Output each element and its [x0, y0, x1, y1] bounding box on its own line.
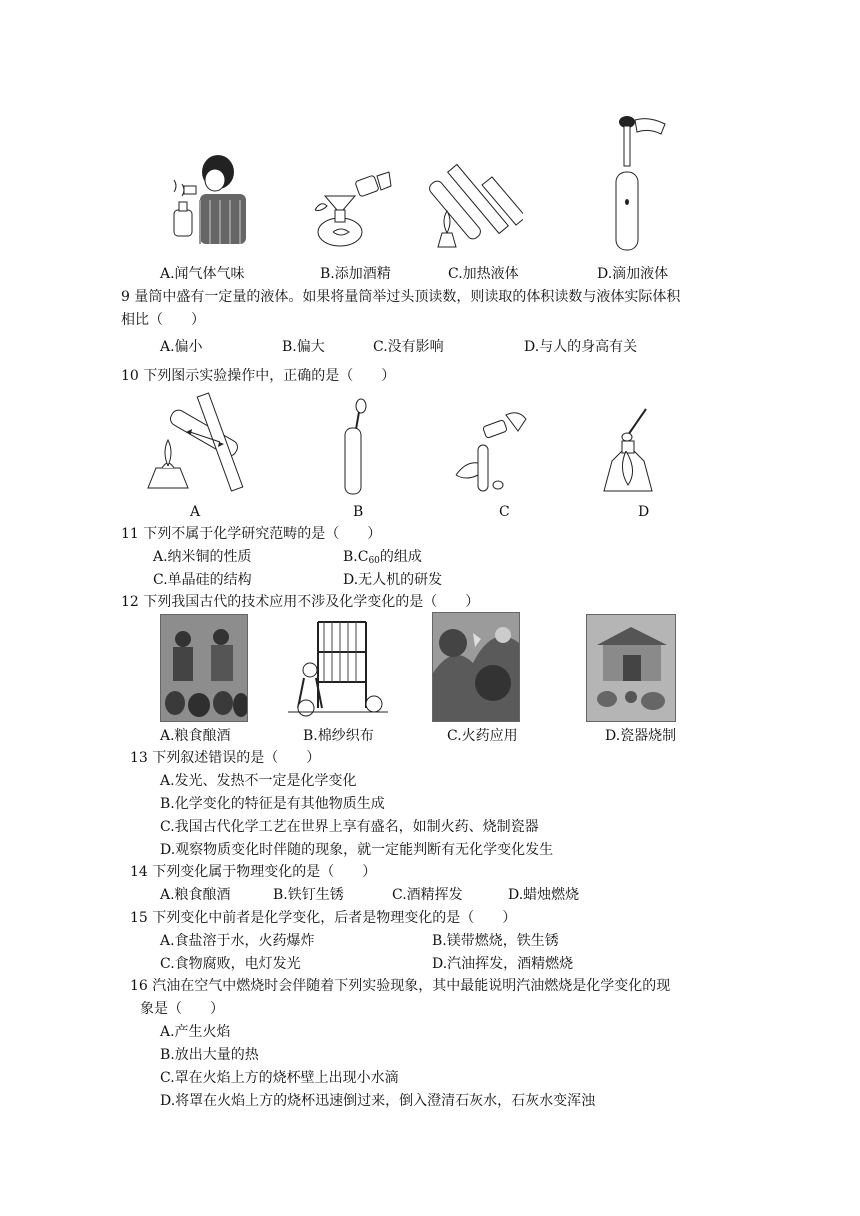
q15-option-a[interactable]: A.食盐溶于水，火药爆炸 — [160, 933, 315, 949]
q9-option-c[interactable]: C.没有影响 — [373, 339, 444, 355]
q14-option-a[interactable]: A.粮食酿酒 — [160, 887, 231, 903]
q11-option-b-tail: 的组成 — [379, 549, 422, 565]
q14-option-c[interactable]: C.酒精挥发 — [392, 887, 463, 903]
figure-q10-a — [140, 388, 255, 498]
photo-grain-brewing — [160, 614, 248, 722]
q10-stem: 10 下列图示实验操作中，正确的是（ ） — [121, 368, 396, 384]
q13-stem: 13 下列叙述错误的是（ ） — [130, 750, 321, 766]
q11-option-a[interactable]: A.纳米铜的性质 — [153, 549, 252, 565]
q9-option-a[interactable]: A.偏小 — [160, 339, 203, 355]
figure-q10-c — [452, 405, 532, 495]
figure-q10-b — [335, 398, 375, 498]
q16-option-d[interactable]: D.将罩在火焰上方的烧杯迅速倒过来，倒入澄清石灰水，石灰水变浑浊 — [160, 1093, 596, 1109]
figure-add-alcohol — [305, 170, 395, 250]
q15-option-d[interactable]: D.汽油挥发，酒精燃烧 — [432, 956, 574, 972]
q12-option-d[interactable]: D.瓷器烧制 — [605, 728, 677, 744]
q16-option-b[interactable]: B.放出大量的热 — [160, 1047, 259, 1063]
q10-label-d[interactable]: D — [638, 504, 650, 520]
q14-option-d[interactable]: D.蜡烛燃烧 — [508, 887, 580, 903]
q15-stem: 15 下列变化中前者是化学变化，后者是物理变化的是（ ） — [130, 910, 517, 926]
q15-option-c[interactable]: C.食物腐败，电灯发光 — [160, 956, 301, 972]
q13-option-d[interactable]: D.观察物质变化时伴随的现象，就一定能判断有无化学变化发生 — [160, 842, 554, 858]
q11-option-b-subscript: 60 — [368, 556, 380, 566]
q9-option-b[interactable]: B.偏大 — [282, 339, 325, 355]
q11-option-b[interactable] — [343, 548, 422, 570]
figure-heat-liquid — [428, 155, 523, 250]
q13-option-b[interactable]: B.化学变化的特征是有其他物质生成 — [160, 796, 385, 812]
figure-smell-gas — [160, 150, 255, 250]
q10-label-b[interactable]: B — [353, 504, 364, 520]
figure-q10-d — [600, 405, 660, 495]
q12-option-c[interactable]: C.火药应用 — [447, 728, 518, 744]
q16-stem-line1: 16 汽油在空气中燃烧时会伴随着下列实验现象，其中最能说明汽油燃烧是化学变化的现 — [130, 978, 671, 994]
q10-label-c[interactable]: C — [499, 504, 510, 520]
q16-option-c[interactable]: C.罩在火焰上方的烧杯壁上出现小水滴 — [160, 1070, 399, 1086]
q9-option-d[interactable]: D.与人的身高有关 — [524, 339, 638, 355]
q9-stem-line1: 9 量筒中盛有一定量的液体。如果将量筒举过头顶读数，则读取的体积读数与液体实际体积 — [121, 289, 681, 305]
q14-option-b[interactable]: B.铁钉生锈 — [273, 887, 344, 903]
q11-option-d[interactable]: D.无人机的研发 — [343, 572, 443, 588]
figure-drop-liquid — [605, 112, 670, 254]
q11-option-c[interactable]: C.单晶硅的结构 — [153, 572, 252, 588]
q15-option-b[interactable]: B.镁带燃烧，铁生锈 — [432, 933, 559, 949]
q16-stem-line2: 象是（ ） — [140, 1001, 224, 1017]
q11-option-b-prefix: B.C — [343, 549, 369, 565]
q16-option-a[interactable]: A.产生火焰 — [160, 1024, 231, 1040]
q8-option-a[interactable]: A.闻气体气味 — [160, 266, 245, 282]
q12-option-b[interactable]: B.棉纱织布 — [303, 728, 374, 744]
photo-gunpowder — [432, 612, 520, 722]
q13-option-a[interactable]: A.发光、发热不一定是化学变化 — [160, 773, 357, 789]
q11-stem: 11 下列不属于化学研究范畴的是（ ） — [121, 526, 382, 542]
figure-cotton-weaving — [288, 612, 388, 718]
q10-label-a[interactable]: A — [190, 504, 201, 520]
q12-option-a[interactable]: A.粮食酿酒 — [160, 728, 231, 744]
q8-option-b[interactable]: B.添加酒精 — [320, 266, 391, 282]
q12-stem: 12 下列我国古代的技术应用不涉及化学变化的是（ ） — [121, 594, 480, 610]
q8-option-c[interactable]: C.加热液体 — [448, 266, 519, 282]
q9-stem-line2: 相比（ ） — [121, 312, 205, 328]
q14-stem: 14 下列变化属于物理变化的是（ ） — [130, 864, 377, 880]
photo-porcelain-firing — [586, 614, 676, 722]
q8-option-d[interactable]: D.滴加液体 — [597, 266, 669, 282]
q13-option-c[interactable]: C.我国古代化学工艺在世界上享有盛名，如制火药、烧制瓷器 — [160, 819, 539, 835]
